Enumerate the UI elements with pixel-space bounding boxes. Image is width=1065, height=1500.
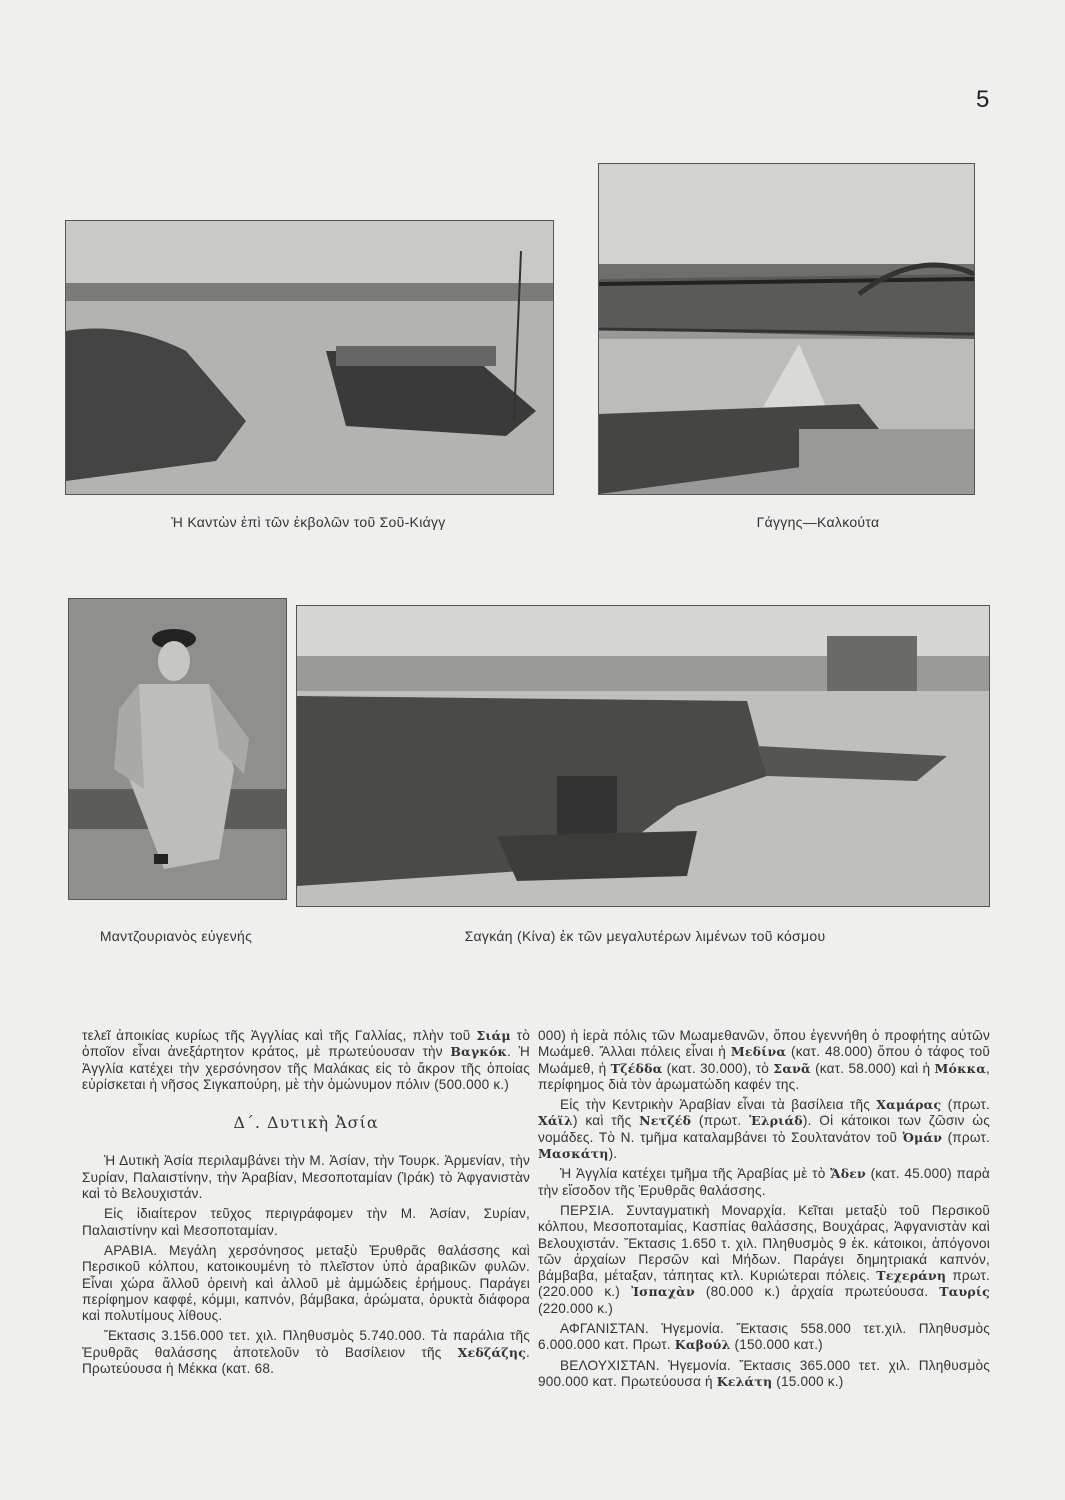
paragraph	[82, 1243, 530, 1324]
text-run: (πρωτ.	[942, 1129, 990, 1145]
figure-caption: Ἡ Καντὼν ἐπὶ τῶν ἐκβολῶν τοῦ Σοῦ-Κιάγγ	[171, 514, 446, 530]
place-name-bold: Μόκκα	[934, 1060, 987, 1076]
text-run: ).	[608, 1146, 618, 1162]
text-run: πρωτ. (220.000 κ.)	[538, 1268, 991, 1300]
place-name-bold: Μεδίνα	[730, 1044, 787, 1060]
text-run: (κατ. 30.000), τὸ	[662, 1060, 774, 1076]
figure-caption: Μαντζουριανὸς εὐγενής	[99, 928, 253, 944]
text-run: (80.000 κ.) ἀρχαία πρωτεύουσα.	[694, 1284, 940, 1300]
paragraph	[538, 1358, 990, 1391]
place-name-bold: Νετζέδ	[639, 1113, 692, 1129]
photo-shanghai-harbour	[296, 605, 990, 907]
text-run: Ἔκτασις 3.156.000 τετ. χιλ. Πληθυσμὸς 5.740.000. Τὰ παράλια τῆς Ἐρυθρᾶς θαλάσσης ἀποτελοῦν τὸ Βασίλειον τῆς	[82, 1328, 530, 1360]
paragraph	[538, 1028, 990, 1093]
text-run: ) καὶ τῆς	[572, 1113, 640, 1129]
text-run: . Ἡ Ἀγγλία κατέχει τὴν χερσόνησον τῆς Μαλάκας εἰς τὸ ἄκρον τῆς ὁποίας εὑρίσκεται ἡ νῆσος Σιγκαπούρη, μὲ τὴν ὁμώνυμον πόλιν (500.000 κ.)	[82, 1044, 530, 1092]
text-run: ΑΡΑΒΙΑ. Μεγάλη χερσόνησος μεταξὺ Ἐρυθρᾶς θαλάσσης καὶ Περσικοῦ κόλπου, κατοικουμένη τὸ πλεῖστον ὑπὸ ἀραβικῶν φυλῶν. Εἶναι χώρα ἄλλοῦ ὀρεινὴ καὶ ἀλλοῦ μὲ ἀμμώδεις ἐρήμους. Παράγει περίφημον καφφέ, κόμμι, καπνόν, βάμβακα, ἀρώματα, ὀρυκτὰ διάφορα καὶ πολυτίμους λίθους.	[82, 1242, 530, 1324]
text-run: (κατ. 58.000) καὶ ἡ	[810, 1060, 935, 1076]
text-run: ΑΦΓΑΝΙΣΤΑΝ. Ἡγεμονία. Ἔκτασις 558.000 τετ.χιλ. Πληθυσμὸς 6.000.000 κατ. Πρωτ.	[538, 1321, 990, 1353]
place-name-bold: Βαγκόκ	[450, 1044, 508, 1060]
place-name-bold: Ἐλριάδ	[749, 1113, 803, 1129]
place-name-bold: Ἄδεν	[830, 1166, 866, 1182]
text-run: τελεῖ ἀποικίας κυρίως τῆς Ἀγγλίας καὶ τῆς Γαλλίας, πλὴν τοῦ	[82, 1028, 477, 1043]
paragraph	[82, 1328, 530, 1377]
place-name-bold: Τεχεράνη	[876, 1268, 947, 1284]
text-run: , περίφημος διὰ τὸν ἀρωματώδη καφέν της.	[538, 1060, 991, 1092]
photo-ganges-calcutta	[598, 163, 975, 495]
paragraph	[538, 1166, 990, 1199]
text-run: Ἡ Ἀγγλία κατέχει τμῆμα τῆς Ἀραβίας μὲ τὸ	[560, 1166, 831, 1182]
text-run: (πρωτ.	[941, 1097, 991, 1113]
photo-canton-river	[65, 220, 554, 495]
text-run: . Πρωτεύουσα ἡ Μέκκα (κατ. 68.	[82, 1344, 530, 1377]
figure-caption: Σαγκάη (Κίνα) ἐκ τῶν μεγαλυτέρων λιμένων τοῦ κόσμου	[464, 928, 826, 944]
place-name-bold: Χεδζάζης	[457, 1344, 527, 1360]
place-name-bold: Σιάμ	[476, 1028, 511, 1043]
place-name-bold: Ἰσπαχὰν	[631, 1284, 695, 1300]
place-name-bold: Καβούλ	[674, 1337, 731, 1353]
paragraph	[82, 1153, 530, 1202]
paragraph	[538, 1321, 990, 1354]
text-run: (15.000 κ.)	[772, 1373, 844, 1389]
place-name-bold: Ταυρίς	[939, 1284, 990, 1300]
text-run: (πρωτ.	[691, 1113, 750, 1129]
text-run: ΠΕΡΣΙΑ. Συνταγματικὴ Μοναρχία. Κεῖται μεταξὺ τοῦ Περσικοῦ κόλπου, Μεσοποταμίας, Κασπίας θαλάσσης, Βουχάρας, Ἀφγανιστὰν καὶ Βελουχιστάν. Ἔκτασις 1.650 τ. χιλ. Πληθυσμὸς 9 ἑκ. κάτοικοι, ἀπόγονοι τῶν ἀρχαίων Περσῶν καὶ Μήδων. Παράγει δημητριακά καπνόν, βάμβαβα, μέταξαν, τάπητας κτλ. Κυριώτεραι πόλεις.	[538, 1202, 990, 1284]
text-run: 000) ἡ ἱερὰ πόλις τῶν Μωαμεθανῶν, ὅπου ἐγεννήθη ὁ προφήτης αὐτῶν Μωάμεθ. Ἄλλαι πόλεις εἶναι ἡ	[538, 1028, 990, 1060]
right-text-column	[538, 1028, 990, 1394]
text-run: (150.000 κατ.)	[730, 1337, 823, 1353]
paragraph	[82, 1206, 530, 1239]
paragraph	[82, 1028, 530, 1093]
text-run: ). Οἱ κάτοικοι των ζῶσιν ὡς νομάδες. Τὸ Ν. τμῆμα καταλαμβάνει τὸ Σουλτανάτον τοῦ	[538, 1113, 990, 1145]
place-name-bold: Τζέδδα	[610, 1060, 663, 1076]
place-name-bold: Σανᾶ	[773, 1060, 811, 1076]
text-run: (κατ. 48.000) ὅπου ὁ τάφος τοῦ Μωάμεθ, ἡ	[538, 1044, 990, 1076]
text-run: τὸ ὁποῖον εἶναι ἀνεξάρτητον κράτος, μὲ πρωτεύουσαν τὴν	[82, 1028, 530, 1060]
section-heading: Δ΄. Δυτικὴ Ἀσία	[233, 1113, 379, 1133]
figure-caption: Γάγγης—Καλκούτα	[756, 514, 880, 530]
text-run: Εἰς τὴν Κεντρικὴν Ἀραβίαν εἶναι τὰ βασίλεια τῆς	[560, 1097, 877, 1113]
place-name-bold: Ὀμάν	[902, 1129, 943, 1145]
place-name-bold: Χαμάρας	[876, 1097, 942, 1113]
paragraph	[538, 1203, 990, 1317]
text-run: (κατ. 45.000) παρὰ τὴν εἴσοδον τῆς Ἐρυθρᾶς θαλάσσης.	[538, 1166, 990, 1198]
text-run: Ἡ Δυτικὴ Ἀσία περιλαμβάνει τὴν Μ. Ἀσίαν, τὴν Τουρκ. Ἀρμενίαν, τὴν Συρίαν, Παλαιστίνην, τὴν Ἀραβίαν, Μεσοποταμίαν (Ἰράκ) τὸ Ἀφγανιστὰν καὶ τὸ Βελουχιστάν.	[82, 1153, 530, 1202]
photo-manchurian-nobleman	[68, 598, 287, 900]
left-text-column	[82, 1028, 530, 1381]
paragraph	[538, 1097, 990, 1162]
text-run: (220.000 κ.)	[538, 1300, 613, 1316]
place-name-bold: Κελάτη	[716, 1373, 773, 1389]
place-name-bold: Χάϊλ	[538, 1113, 573, 1129]
text-run: Εἰς ἰδιαίτερον τεῦχος περιγράφομεν τὴν Μ. Ἀσίαν, Συρίαν, Παλαιστίνην καὶ Μεσοποταμίαν.	[82, 1206, 530, 1238]
place-name-bold: Μασκάτη	[538, 1146, 609, 1162]
page-number: 5	[976, 86, 990, 113]
text-run: ΒΕΛΟΥΧΙΣΤΑΝ. Ἡγεμονία. Ἔκτασις 365.000 τετ. χιλ. Πληθυσμὸς 900.000 κατ. Πρωτεύουσα ἡ	[538, 1357, 990, 1389]
